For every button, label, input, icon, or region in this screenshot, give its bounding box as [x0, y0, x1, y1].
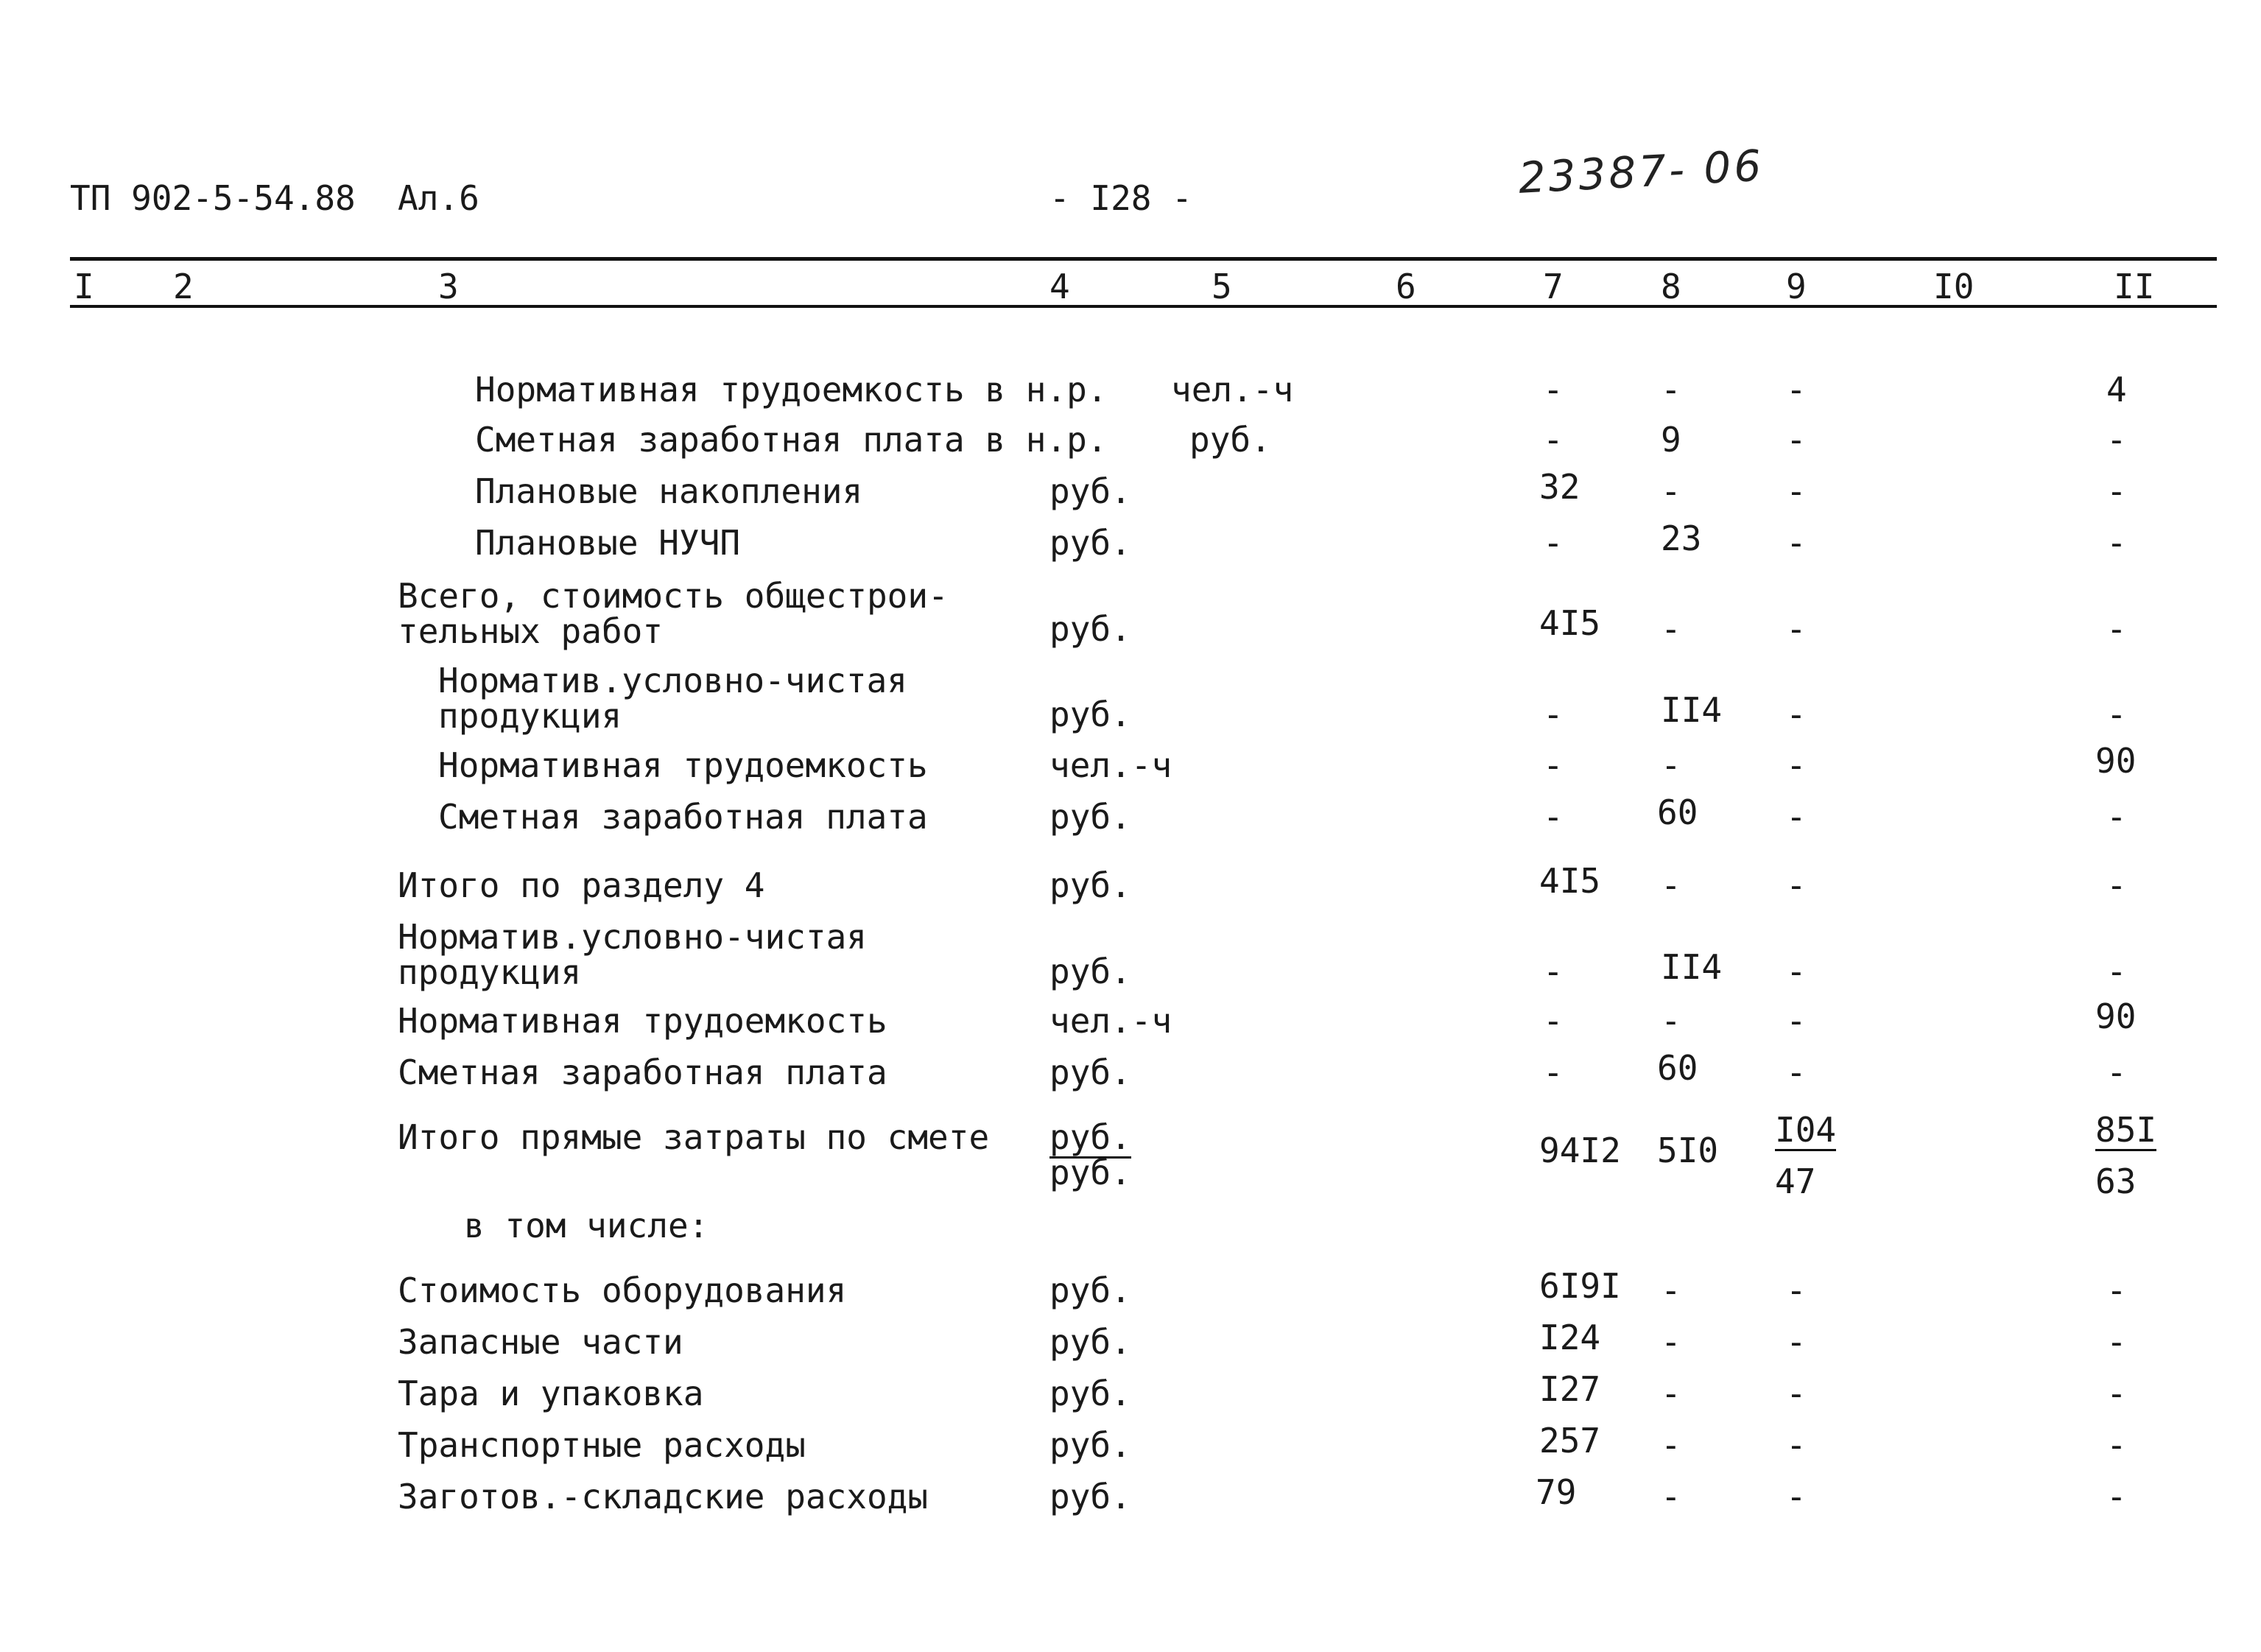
cell-col8: - [1661, 1001, 1681, 1041]
cell-col9: - [1786, 370, 1807, 410]
cell-col7: - [1543, 370, 1564, 410]
cell-col7: 4I5 [1539, 861, 1601, 901]
cell-col9: - [1786, 1425, 1807, 1465]
column-header-8: 8 [1661, 267, 1681, 306]
cell-col11: - [2106, 1425, 2127, 1465]
cell-col9: - [1786, 609, 1807, 649]
cell-col9: - [1786, 471, 1807, 511]
cell-col7: 32 [1539, 467, 1580, 507]
row-unit: руб. [1049, 797, 1131, 837]
row-unit: руб. [1049, 523, 1131, 563]
row-label: Сметная заработная плата [438, 797, 928, 837]
row-label: Транспортные расходы [398, 1425, 806, 1465]
column-header-9: 9 [1786, 267, 1807, 306]
cell-col9: - [1786, 1322, 1807, 1362]
cell-col11: - [2106, 865, 2127, 905]
row-label: Тара и упаковка [398, 1374, 704, 1413]
cell-col9: - [1786, 523, 1807, 563]
row-label: Итого прямые затраты по смете [398, 1117, 990, 1157]
subheading-including: в том числе: [464, 1206, 709, 1245]
col9-numerator [1775, 1112, 1836, 1151]
col9-numerator-text: I04 [1775, 1110, 1837, 1150]
row-label: Заготов.-складские расходы [398, 1477, 929, 1516]
cell-col11: - [2106, 471, 2127, 511]
table-top-rule [70, 257, 2217, 261]
cell-col8: II4 [1661, 690, 1723, 730]
row-label: Итого по разделу 4 [398, 865, 765, 905]
row-label: Норматив.условно-чистая продукция [398, 917, 867, 992]
cell-col9: - [1786, 797, 1807, 837]
column-header-2: 2 [173, 267, 194, 306]
cell-col11: - [2106, 952, 2127, 991]
row-unit: чел.-ч [1049, 1001, 1172, 1041]
column-header-7: 7 [1543, 267, 1564, 306]
cell-col7: 4I5 [1539, 603, 1601, 643]
cell-col11: 90 [2095, 741, 2137, 781]
cell-col8: - [1661, 370, 1681, 410]
cell-col7: - [1543, 420, 1564, 460]
cell-col8: - [1661, 1374, 1681, 1413]
col9-denominator: 47 [1775, 1161, 1816, 1201]
cell-col9: - [1786, 1374, 1807, 1413]
row-unit: руб. [1049, 1322, 1131, 1362]
table-header-rule [70, 305, 2217, 308]
column-header-5: 5 [1212, 267, 1232, 306]
column-header-6: 6 [1396, 267, 1416, 306]
cell-col7: 94I2 [1539, 1131, 1621, 1170]
row-label: Нормативная трудоемкость в н.р. [475, 370, 1108, 410]
row-unit: руб. [1049, 1270, 1131, 1310]
cell-col11: - [2106, 609, 2127, 649]
row-label: Стоимость оборудования [398, 1270, 847, 1310]
handwritten-number: 23387- 06 [1517, 140, 1765, 203]
column-header-10: I0 [1933, 267, 1975, 306]
cell-col11: 4 [2106, 370, 2127, 410]
cell-col8: - [1661, 1322, 1681, 1362]
cell-col8: 23 [1661, 519, 1702, 558]
cell-col8: 9 [1661, 420, 1681, 460]
row-unit: руб. [1049, 1425, 1131, 1465]
row-label: Запасные части [398, 1322, 683, 1362]
column-header-11: II [2114, 267, 2155, 306]
cell-col9: - [1786, 1270, 1807, 1310]
cell-col9: - [1786, 865, 1807, 905]
cell-col11: - [2106, 1477, 2127, 1516]
row-label: Плановые НУЧП [475, 523, 741, 563]
cell-col7: I24 [1539, 1318, 1601, 1357]
cell-col11: - [2106, 1322, 2127, 1362]
column-header-3: 3 [438, 267, 459, 306]
row-unit: руб. [1049, 695, 1131, 734]
row-unit: руб. [1049, 1052, 1131, 1092]
cell-col11: - [2106, 1052, 2127, 1092]
cell-col11: 90 [2095, 997, 2137, 1036]
page-number: - I28 - [1049, 178, 1192, 218]
cell-col9: - [1786, 695, 1807, 734]
cell-col7: - [1543, 523, 1564, 563]
cell-col11: - [2106, 523, 2127, 563]
album-number: Ал.6 [398, 178, 479, 218]
row-label: Всего, стоимость общестрои- тельных работ [398, 576, 949, 651]
cell-col7: 79 [1536, 1472, 1577, 1512]
cell-col9: - [1786, 1001, 1807, 1041]
row-label: Нормативная трудоемкость [398, 1001, 887, 1041]
cell-col8: - [1661, 865, 1681, 905]
cell-col7: 6I9I [1539, 1266, 1621, 1306]
cell-col8: - [1661, 471, 1681, 511]
cell-col9: - [1786, 420, 1807, 460]
cell-col8: 60 [1657, 792, 1698, 832]
cell-col8: 60 [1657, 1048, 1698, 1088]
row-label: Плановые накопления [475, 471, 863, 511]
cell-col7: 257 [1539, 1421, 1601, 1461]
cell-col9: - [1786, 952, 1807, 991]
unit-numerator-text: руб. [1049, 1117, 1131, 1157]
row-label: Сметная заработная плата [398, 1052, 887, 1092]
unit-denominator: руб. [1049, 1153, 1131, 1192]
column-header-4: 4 [1049, 267, 1070, 306]
row-unit: руб. [1049, 1374, 1131, 1413]
cell-col7: - [1543, 745, 1564, 785]
cell-col7: I27 [1539, 1369, 1601, 1409]
document-code: ТП 902-5-54.88 [70, 178, 356, 218]
cell-col7: - [1543, 797, 1564, 837]
col11-denominator: 63 [2095, 1161, 2137, 1201]
cell-col8: - [1661, 609, 1681, 649]
cell-col11: - [2106, 797, 2127, 837]
cell-col11: - [2106, 695, 2127, 734]
cell-col8: - [1661, 1477, 1681, 1516]
row-unit: руб. [1049, 865, 1131, 905]
cell-col8: II4 [1661, 947, 1723, 987]
column-header-1: I [74, 267, 94, 306]
cell-col8: - [1661, 745, 1681, 785]
row-label: Нормативная трудоемкость [438, 745, 928, 785]
row-label: Сметная заработная плата в н.р. [475, 420, 1108, 460]
row-unit: руб. [1049, 609, 1131, 649]
row-unit: руб. [1189, 420, 1271, 460]
row-unit: руб. [1049, 952, 1131, 991]
cell-col9: - [1786, 745, 1807, 785]
row-label: Норматив.условно-чистая продукция [438, 661, 907, 736]
cell-col8: - [1661, 1425, 1681, 1465]
row-unit: чел.-ч [1171, 370, 1294, 410]
cell-col7: - [1543, 952, 1564, 991]
cell-col7: - [1543, 695, 1564, 734]
cell-col7: - [1543, 1001, 1564, 1041]
cell-col8: - [1661, 1270, 1681, 1310]
cell-col9: - [1786, 1477, 1807, 1516]
col11-numerator-text: 85I [2095, 1110, 2157, 1150]
row-unit: руб. [1049, 471, 1131, 511]
col11-numerator [2095, 1112, 2156, 1151]
cell-col11: - [2106, 1270, 2127, 1310]
cell-col9: - [1786, 1052, 1807, 1092]
cell-col11: - [2106, 420, 2127, 460]
cell-col11: - [2106, 1374, 2127, 1413]
row-unit: чел.-ч [1049, 745, 1172, 785]
cell-col7: - [1543, 1052, 1564, 1092]
cell-col8: 5I0 [1657, 1131, 1719, 1170]
row-unit: руб. [1049, 1477, 1131, 1516]
